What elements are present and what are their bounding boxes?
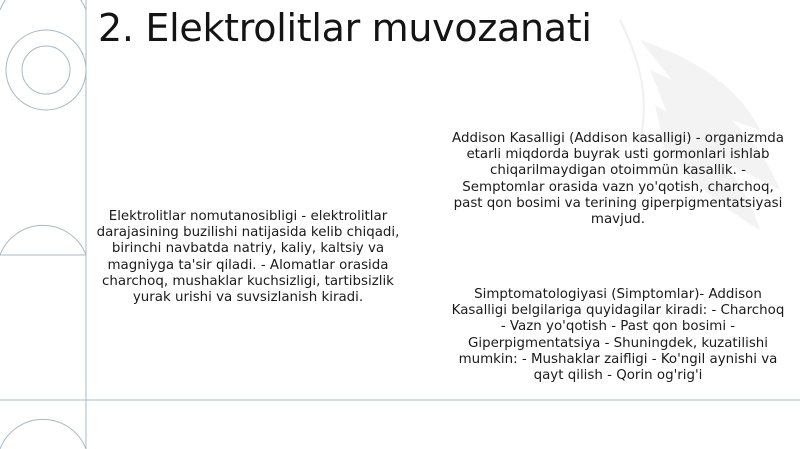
symptoms-paragraph: Simptomatologiyasi (Simptomlar)- Addison Kasalligi belgilariga quyidagilar kiradi: - Charchoq - Vazn yo'qotish - Past qon bosimi - Giperpigmentatsiya - Shuningdek, kuzatilishi mumkin: - Mushaklar zaifligi - Ko'ngil aynishi va qayt qilish - Qorin og'rig'i [451, 287, 785, 384]
decor-arc-top [0, 0, 86, 10]
electrolyte-imbalance-paragraph: Elektrolitlar nomutanosibligi - elektrolitlar darajasining buzilishi natijasida kelib chiqadi, birinchi navbatda natriy, kaliy, kaltsiy va magniyga ta'sir qiladi. - Alomatlar orasida charchoq, mushaklar kuchsizligi, tartibsizlik yurak urishi va suvsizlanish kiradi. [96, 209, 400, 306]
decor-arc-lower [0, 419, 86, 449]
addison-disease-paragraph: Addison Kasalligi (Addison kasalligi) - organizmda etarli miqdorda buyrak usti gormonlari ishlab chiqarilmaydigan otoimmün kasallik. - Semptomlar orasida vazn yo'qotish, charchoq, past qon bosimi va terining giperpigmentatsiyasi mavjud. [452, 131, 784, 228]
decor-circle-small [22, 46, 70, 94]
slide-title: 2. Elektrolitlar muvozanati [98, 6, 592, 50]
decor-circle-large [6, 30, 86, 110]
decor-arc-bottom [0, 225, 86, 255]
